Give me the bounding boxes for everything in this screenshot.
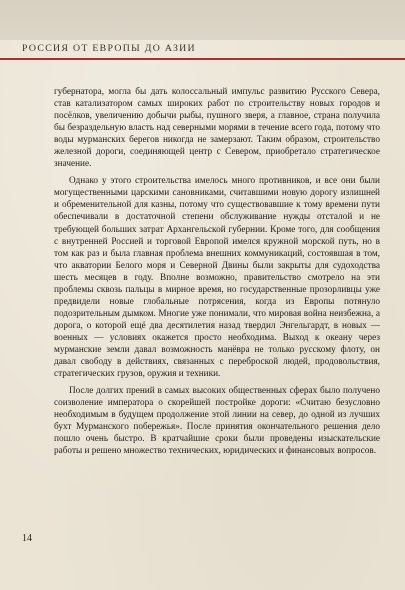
body-text <box>54 86 380 462</box>
running-header-title: РОССИЯ ОТ ЕВРОПЫ ДО АЗИИ <box>22 43 196 54</box>
paragraph-3: После долгих прений в самых высоких общественных сферах было получено соизволение императора о скорейшей постройке дороги: «Считаю безусловно необходимым в будущем продолжение этой линии на север, до одной из лучших бухт Мурманского побережья». После принятия окончательного решения дело пошло очень быстро. В кратчайшие сроки были проведены изыскательские работы и решено множество технических, юридических и финансовых вопросов. <box>54 386 380 457</box>
header-rule <box>0 58 405 60</box>
page-number: 14 <box>22 533 32 544</box>
paragraph-1: губернатора, могла бы дать колоссальный импульс развитию Русского Севера, став катализатором самых широких работ по строительству новых городов и посёлков, увеличению добычи рыбы, пушного зверя, а главное, страна получила бы безраздельную власть над северными морями в течение всего года, потому что воды мурманских берегов никогда не замерзают. Таким образом, строительство железной дороги, соединяющей центр с Севером, приобретало стратегическое значение. <box>54 87 380 170</box>
top-band <box>0 0 405 40</box>
paragraph-2: Однако у этого строительства имелось много противников, и все они были могущественными царскими сановниками, считавшими новую дорогу излишней и обременительной для казны, потому что существовавшие к тому времени пути обеспечивали в достаточной степени обслуживание нужды отсталой и не требующей больших затрат Архангельской губернии. Кроме того, для сообщения с внутренней Россией и торговой Европой имелся кружной морской путь, но в том как раз и была главная проблема внешних коммуникаций, состоявшая в том, что акватории Белого моря и Северной Двины были закрыты для судоходства шесть месяцев в году. Вполне возможно, правительство смотрело на эти проблемы сквозь пальцы в мирное время, но государственные прозорливцы уже предвидели новые глобальные потрясения, когда из Европы потянуло подозрительным дымком. Многие уже понимали, что мировая война неизбежна, а дорога, о которой ещё два десятилетия назад твердил Энгельгардт, в новых — военных — условиях окажется просто необходима. Выход к океану через мурманские земли давал возможность манёвра не только русскому флоту, он давал свободу в действиях, связанных с переброской людей, продовольствия, стратегических грузов, оружия и техники. <box>54 176 380 380</box>
